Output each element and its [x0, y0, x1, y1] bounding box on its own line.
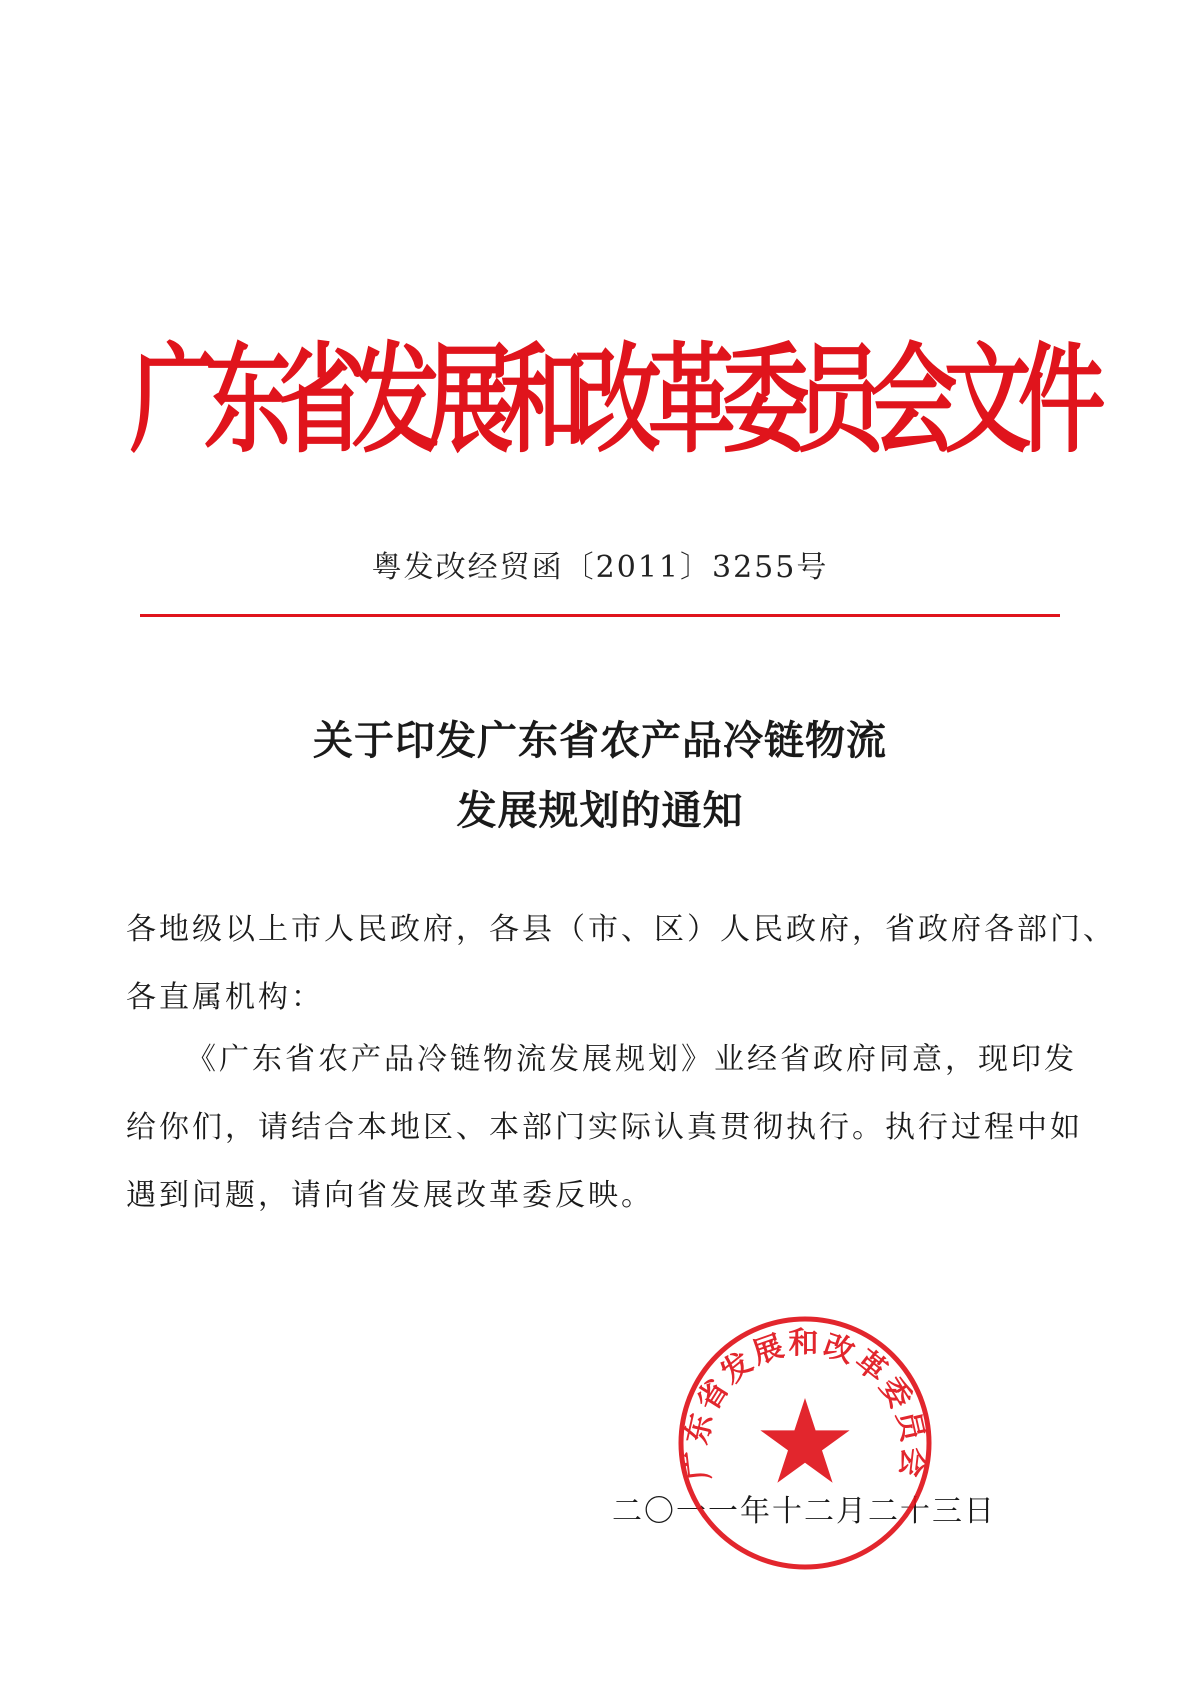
official-seal — [672, 1310, 938, 1576]
red-divider — [140, 614, 1060, 617]
body-line-3: 遇到问题，请向省发展改革委反映。 — [126, 1178, 654, 1213]
body-line-1: 《广东省农产品冷链物流发展规划》业经省政府同意，现印发 — [186, 1042, 1077, 1077]
document-title-line-2: 发展规划的通知 — [456, 787, 744, 834]
document-title-line-1: 关于印发广东省农产品冷链物流 — [313, 717, 887, 764]
star-icon — [760, 1398, 849, 1483]
seal-text: 广东省发展和改革委员会 — [678, 1326, 932, 1482]
document-number: 粤发改经贸函〔2011〕3255号 — [371, 550, 829, 585]
addressee-line-2: 各直属机构： — [126, 980, 324, 1015]
addressee-line-1: 各地级以上市人民政府，各县（市、区）人民政府，省政府各部门、 — [126, 912, 1116, 947]
masthead-title: 广东省发展和改革委员会文件 — [130, 331, 1093, 469]
issue-date: 二〇一一年十二月二十三日 — [612, 1494, 996, 1529]
body-line-2: 给你们，请结合本地区、本部门实际认真贯彻执行。执行过程中如 — [126, 1110, 1083, 1145]
